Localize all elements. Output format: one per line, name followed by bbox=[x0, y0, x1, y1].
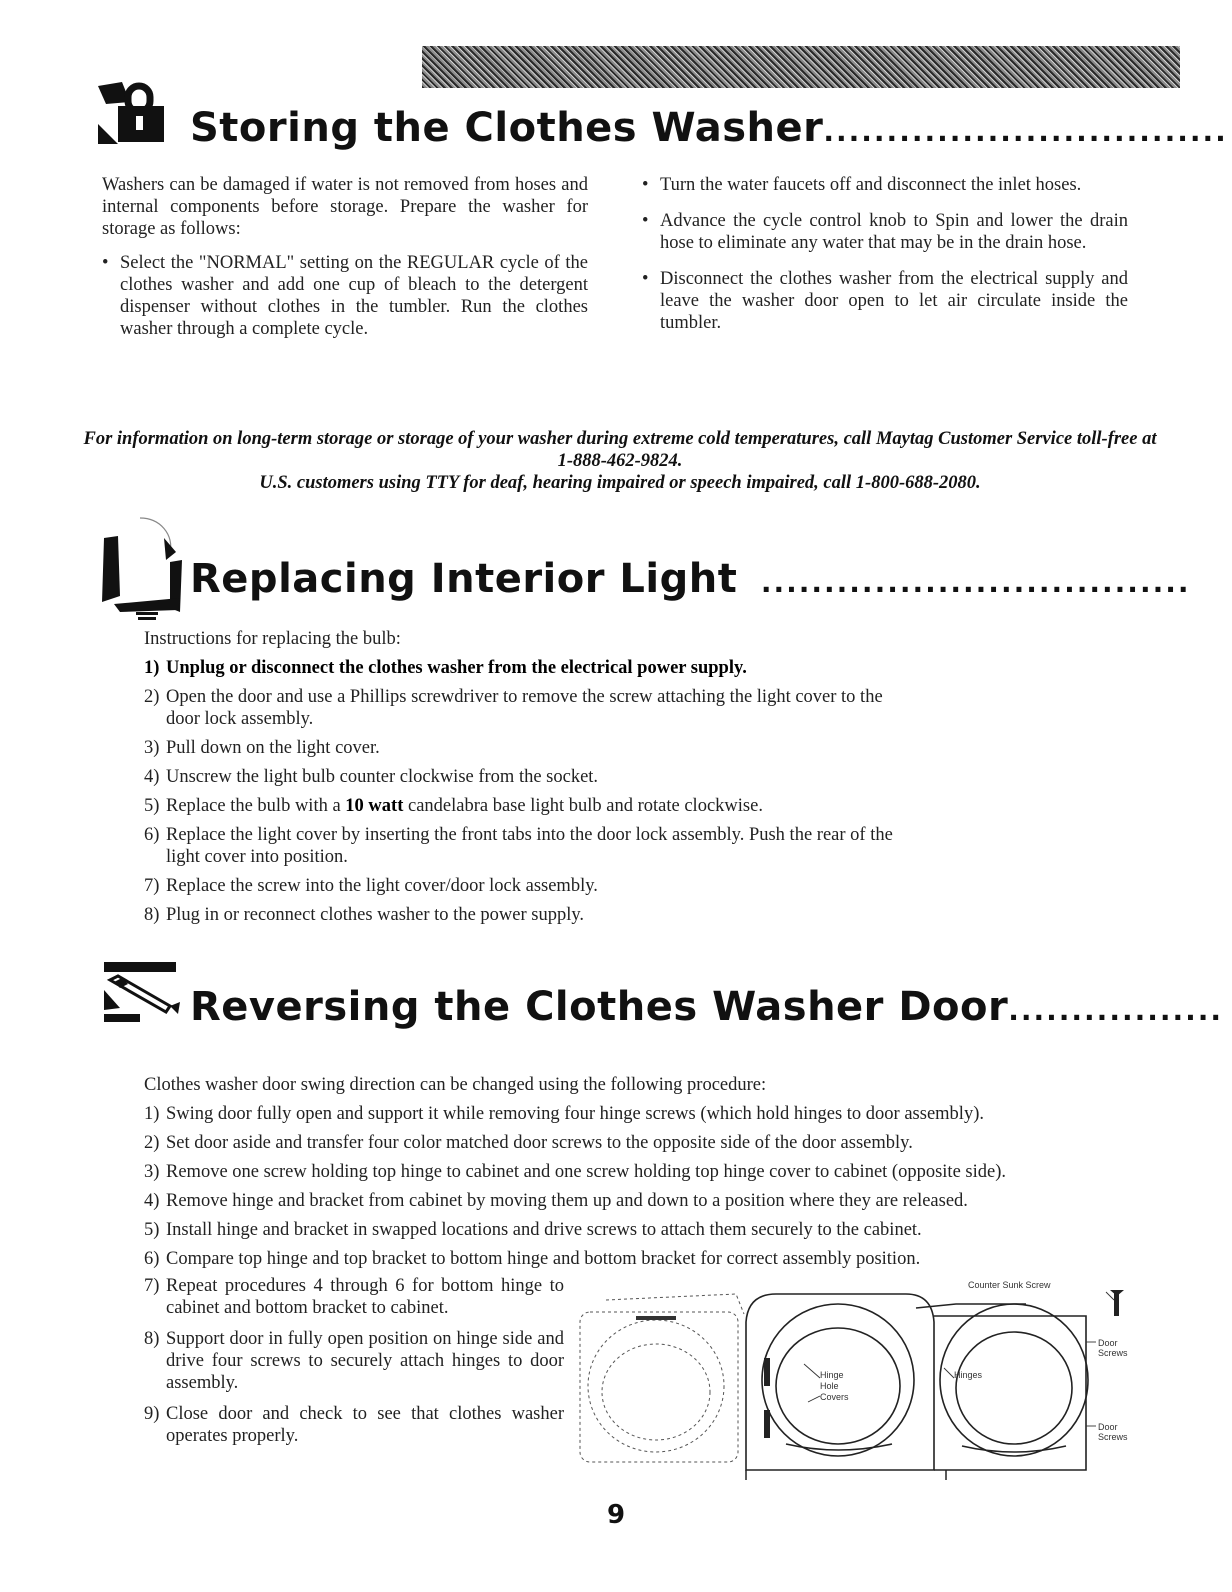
door-reversal-diagram bbox=[576, 1274, 1156, 1480]
door-step: 8) Support door in fully open position on hinge side and drive four screws to securely attach hinges to door assembly. bbox=[144, 1329, 564, 1393]
notice-line-2: U.S. customers using TTY for deaf, hearing impaired or speech impaired, call 1-800-688-2080. bbox=[259, 473, 981, 493]
hinges-label: Hinges bbox=[954, 1370, 983, 1380]
door-screws-top-label-1: Door bbox=[1098, 1338, 1118, 1348]
door-instructions-narrow bbox=[144, 1275, 564, 1447]
door-step: 1) Swing door fully open and support it while removing four hinge screws (which hold hinges to door assembly). bbox=[144, 1104, 984, 1124]
washer-cabinet bbox=[746, 1294, 1088, 1470]
top-hinge bbox=[764, 1358, 770, 1386]
door-title: Reversing the Clothes Washer Door................. bbox=[190, 984, 1224, 1030]
light-step: 1) Unplug or disconnect the clothes washer from the electrical power supply. bbox=[144, 658, 747, 678]
covers-label: Covers bbox=[820, 1392, 849, 1402]
light-step: 6) Replace the light cover by inserting the front tabs into the door lock assembly. Push the rear of the light cover into position. bbox=[144, 825, 893, 867]
bottom-hinge bbox=[764, 1410, 770, 1438]
light-bulb-icon bbox=[100, 512, 186, 622]
door-screws-top-label-2: Screws bbox=[1098, 1348, 1128, 1358]
counter-sunk-screw-label: Counter Sunk Screw bbox=[968, 1280, 1051, 1290]
page-number: 9 bbox=[606, 1500, 626, 1530]
screwdriver-icon bbox=[100, 960, 186, 1030]
ghost-hinge-mark bbox=[636, 1316, 676, 1320]
light-step: 5) Replace the bulb with a 10 watt candelabra base light bulb and rotate clockwise. bbox=[144, 796, 763, 816]
light-step: 8) Plug in or reconnect clothes washer to the power supply. bbox=[144, 905, 585, 925]
screw-head bbox=[1110, 1290, 1124, 1296]
light-step: 7) Replace the screw into the light cover/door lock assembly. bbox=[144, 876, 598, 896]
storing-intro: Washers can be damaged if water is not removed from hoses and internal components before storage. Prepare the washer for storage as follows: bbox=[102, 175, 588, 239]
hinge-label: Hinge bbox=[820, 1370, 844, 1380]
light-instructions bbox=[144, 628, 904, 926]
light-title: Replacing Interior Light .................................. bbox=[190, 556, 1191, 602]
hole-label: Hole bbox=[820, 1381, 839, 1391]
customer-service-notice bbox=[80, 428, 1160, 494]
storing-title: Storing the Clothes Washer................................ bbox=[190, 105, 1228, 151]
door-step: 4) Remove hinge and bracket from cabinet by moving them up and down to a position where they are released. bbox=[144, 1191, 968, 1211]
door-screws-bottom-label-2: Screws bbox=[1098, 1432, 1128, 1442]
light-step: 3) Pull down on the light cover. bbox=[144, 738, 380, 758]
door-step: 5) Install hinge and bracket in swapped locations and drive screws to attach them securely to the cabinet. bbox=[144, 1220, 922, 1240]
storing-right-column bbox=[642, 160, 1128, 334]
door-step: 9) Close door and check to see that clothes washer operates properly. bbox=[144, 1404, 564, 1446]
storing-bullet: • Advance the cycle control knob to Spin and lower the drain hose to eliminate any water that may be in the drain hose. bbox=[642, 210, 1128, 254]
door-step: 2) Set door aside and transfer four color matched door screws to the opposite side of the door assembly. bbox=[144, 1133, 913, 1153]
storing-left-column bbox=[102, 174, 588, 340]
door-intro: Clothes washer door swing direction can be changed using the following procedure: bbox=[144, 1075, 767, 1095]
door-step: 7) Repeat procedures 4 through 6 for bottom hinge to cabinet and bottom bracket to cabinet. bbox=[144, 1276, 564, 1318]
door-screws-bottom-label-1: Door bbox=[1098, 1422, 1118, 1432]
light-step: 2) Open the door and use a Phillips screwdriver to remove the screw attaching the light cover to the door lock assembly. bbox=[144, 687, 883, 729]
storing-bullet: • Turn the water faucets off and disconnect the inlet hoses. bbox=[642, 174, 1128, 196]
storage-lock-icon bbox=[96, 80, 176, 150]
light-step: 4) Unscrew the light bulb counter clockwise from the socket. bbox=[144, 767, 599, 787]
light-intro: Instructions for replacing the bulb: bbox=[144, 629, 401, 649]
door-instructions bbox=[144, 1074, 1144, 1270]
notice-line-1: For information on long-term storage or storage of your washer during extreme cold temperatures, call Maytag Customer Service toll-free at 1-888-462-9824. bbox=[83, 429, 1157, 471]
storing-bullet: • Disconnect the clothes washer from the electrical supply and leave the washer door open to let air circulate inside the tumbler. bbox=[642, 268, 1128, 334]
storing-bullet: • Select the "NORMAL" setting on the REGULAR cycle of the clothes washer and add one cup of bleach to the detergent dispenser without clothes in the tumbler. Run the clothes washer through a complete cycle. bbox=[102, 252, 588, 340]
door-step: 3) Remove one screw holding top hinge to cabinet and one screw holding top hinge cover to cabinet (opposite side). bbox=[144, 1162, 1006, 1182]
header-texture-bar bbox=[422, 46, 1180, 88]
door-step: 6) Compare top hinge and top bracket to bottom hinge and bottom bracket for correct assembly position. bbox=[144, 1249, 921, 1269]
counter-sunk-screw-icon bbox=[1114, 1292, 1119, 1316]
